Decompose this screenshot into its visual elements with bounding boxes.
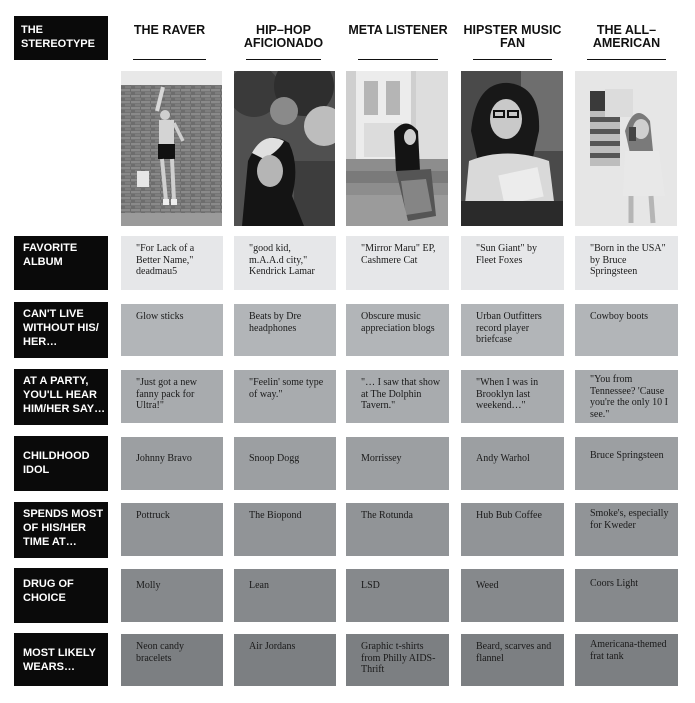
cell-cant-live-hipster: Urban Outfitters record player briefcase xyxy=(461,304,564,356)
hiphop-photo xyxy=(234,71,335,226)
stereotype-corner-label: THE STEREOTYPE xyxy=(14,16,108,60)
cell-childhood-idol-hipster: Andy Warhol xyxy=(461,437,564,490)
row-label-most-likely-wears: MOST LIKELY WEARS… xyxy=(14,633,108,686)
column-header-meta xyxy=(346,24,450,60)
cell-wears-meta: Graphic t-shirts from Philly AIDS-Thrift xyxy=(346,634,449,686)
cell-spends-time-all-american: Smoke's, especially for Kweder xyxy=(575,503,678,556)
cell-wears-all-american: Americana-themed frat tank xyxy=(575,634,678,686)
meta-listener-photo xyxy=(346,71,448,226)
row-label-cant-live-without: CAN'T LIVE WITHOUT HIS/ HER… xyxy=(14,302,108,358)
cell-spends-time-hipster: Hub Bub Coffee xyxy=(461,503,564,556)
column-title: THE ALL–AMERICAN xyxy=(592,23,661,50)
cell-childhood-idol-raver: Johnny Bravo xyxy=(121,437,223,490)
cell-cant-live-all-american: Cowboy boots xyxy=(575,304,678,356)
column-header-hipster xyxy=(461,24,564,60)
cell-favorite-album-all-american: "Born in the USA" by Bruce Springsteen xyxy=(575,236,678,290)
cell-wears-hipster: Beard, scarves and flannel xyxy=(461,634,564,686)
row-label-spends-time-at: SPENDS MOST OF HIS/HER TIME AT… xyxy=(14,502,108,558)
cell-favorite-album-hiphop: "good kid, m.A.A.d city," Kendrick Lamar xyxy=(234,236,336,290)
column-title: HIPSTER MUSIC FAN xyxy=(463,23,562,50)
cell-cant-live-hiphop: Beats by Dre headphones xyxy=(234,304,336,356)
column-title: META LISTENER xyxy=(348,23,448,37)
column-header-all-american xyxy=(575,24,678,60)
cell-party-quote-all-american: "You from Tennessee? 'Cause you're the only 10 I see." xyxy=(575,370,678,423)
cell-spends-time-hiphop: The Biopond xyxy=(234,503,336,556)
cell-childhood-idol-hiphop: Snoop Dogg xyxy=(234,437,336,490)
hipster-photo xyxy=(461,71,563,226)
cell-drug-meta: LSD xyxy=(346,569,449,622)
cell-party-quote-hipster: "When I was in Brooklyn last weekend…" xyxy=(461,370,564,423)
cell-spends-time-meta: The Rotunda xyxy=(346,503,449,556)
row-label-drug-of-choice: DRUG OF CHOICE xyxy=(14,568,108,623)
cell-drug-hiphop: Lean xyxy=(234,569,336,622)
cell-favorite-album-meta: "Mirror Maru" EP, Cashmere Cat xyxy=(346,236,449,290)
cell-favorite-album-raver: "For Lack of a Better Name," deadmau5 xyxy=(121,236,223,290)
cell-favorite-album-hipster: "Sun Giant" by Fleet Foxes xyxy=(461,236,564,290)
raver-photo xyxy=(121,71,222,226)
column-header-raver xyxy=(121,24,218,60)
row-label-favorite-album: FAVORITE ALBUM xyxy=(14,236,108,290)
column-title: HIP–HOP AFICIONADO xyxy=(243,23,324,50)
cell-party-quote-meta: "… I saw that show at The Dolphin Tavern." xyxy=(346,370,449,423)
column-header-hiphop xyxy=(234,24,333,60)
column-title: THE RAVER xyxy=(133,23,206,37)
cell-party-quote-hiphop: "Feelin' some type of way." xyxy=(234,370,336,423)
cell-cant-live-raver: Glow sticks xyxy=(121,304,223,356)
cell-spends-time-raver: Pottruck xyxy=(121,503,223,556)
cell-drug-raver: Molly xyxy=(121,569,223,622)
row-label-childhood-idol: CHILDHOOD IDOL xyxy=(14,436,108,491)
cell-drug-hipster: Weed xyxy=(461,569,564,622)
cell-wears-hiphop: Air Jordans xyxy=(234,634,336,686)
all-american-photo xyxy=(575,71,677,226)
cell-childhood-idol-meta: Morrissey xyxy=(346,437,449,490)
cell-drug-all-american: Coors Light xyxy=(575,569,678,622)
cell-childhood-idol-all-american: Bruce Springsteen xyxy=(575,437,678,490)
cell-party-quote-raver: "Just got a new fanny pack for Ultra!" xyxy=(121,370,223,423)
row-label-at-a-party: AT A PARTY, YOU'LL HEAR HIM/HER SAY… xyxy=(14,369,108,425)
cell-wears-raver: Neon candy bracelets xyxy=(121,634,223,686)
cell-cant-live-meta: Obscure music appreciation blogs xyxy=(346,304,449,356)
